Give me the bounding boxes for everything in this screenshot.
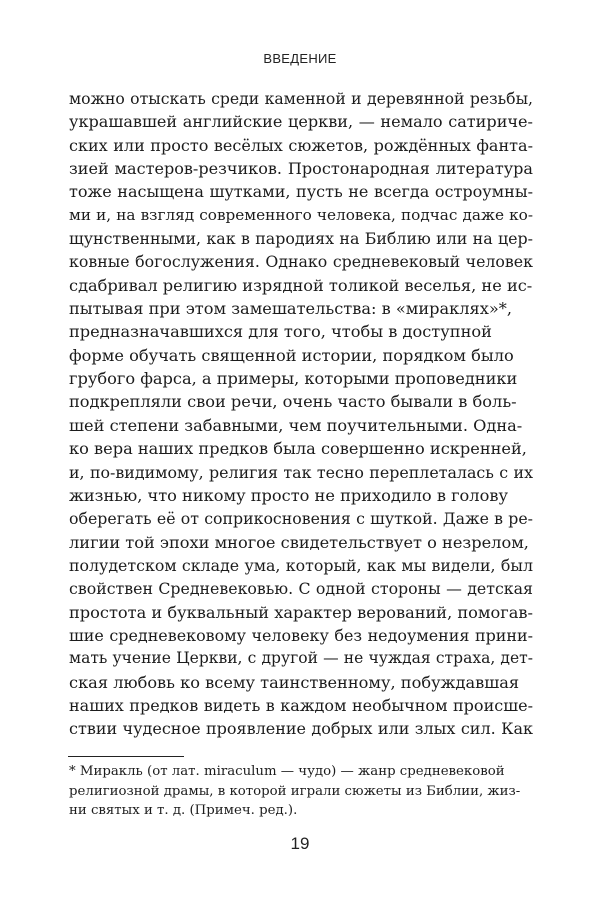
text-line: жизнью, что никому просто не приходило в голову bbox=[69, 485, 508, 505]
text-line: и, по-видимому, религия так тесно переплеталась с их bbox=[69, 462, 533, 482]
text-line: простота и буквальный характер верований, помогав- bbox=[69, 602, 533, 622]
footnote-separator bbox=[68, 756, 184, 757]
text-line: ская любовь ко всему таинственному, побуждавшая bbox=[69, 672, 520, 692]
text-line: тоже насыщена шутками, пусть не всегда остроумны- bbox=[69, 182, 533, 202]
text-line: лигии той эпохи многое свидетельствует о незрелом, bbox=[69, 532, 529, 552]
footnote-line: ни святых и т. д. (Примеч. ред.). bbox=[69, 803, 298, 819]
text-line: форме обучать священной истории, порядком было bbox=[69, 345, 514, 365]
text-line: ских или просто весёлых сюжетов, рождённых фанта- bbox=[69, 135, 533, 155]
text-line: полудетском складе ума, который, как мы видели, был bbox=[69, 555, 533, 575]
text-line: ко вера наших предков была совершенно искренней, bbox=[69, 439, 527, 459]
text-line: пытывая при этом замешательства: в «мираклях»*, bbox=[69, 299, 513, 319]
text-line: наших предков видеть в каждом необычном происше- bbox=[69, 695, 533, 715]
text-line: ствии чудесное проявление добрых или злых сил. Как bbox=[69, 719, 533, 739]
footnote bbox=[69, 762, 533, 821]
text-line: предназначавшихся для того, чтобы в доступной bbox=[69, 322, 492, 342]
text-line: украшавшей английские церкви, — немало сатириче- bbox=[69, 112, 533, 132]
text-line: грубого фарса, а примеры, которыми проповедники bbox=[69, 369, 518, 389]
running-header: ВВЕДЕНИЕ bbox=[263, 51, 337, 66]
text-line: сдабривал религию изрядной толикой веселья, не ис- bbox=[69, 275, 533, 295]
text-line: оберегать её от соприкосновения с шуткой. Даже в ре- bbox=[69, 509, 533, 529]
text-line: ми и, на взгляд современного человека, подчас даже ко- bbox=[69, 205, 533, 224]
footnote-line: религиозной драмы, в которой играли сюжеты из Библии, жиз- bbox=[69, 783, 521, 799]
text-line: мать учение Церкви, с другой — не чуждая страха, дет- bbox=[69, 649, 533, 668]
page-number: 19 bbox=[290, 834, 310, 853]
text-line: шей степени забавными, чем поучительными. Одна- bbox=[69, 415, 523, 435]
text-line: щунственными, как в пародиях на Библию или на цер- bbox=[69, 229, 533, 249]
text-line: можно отыскать среди каменной и деревянной резьбы, bbox=[69, 89, 533, 108]
text-line: свойствен Средневековью. С одной стороны — детская bbox=[69, 579, 533, 599]
text-line: ковные богослужения. Однако средневековый человек bbox=[69, 252, 533, 272]
footnote-line: * Миракль (от лат. miraculum — чудо) — жанр средневековой bbox=[69, 764, 505, 779]
main-text bbox=[69, 87, 533, 741]
text-line: зией мастеров-резчиков. Простонародная литература bbox=[69, 159, 533, 179]
text-line: подкрепляли свои речи, очень часто бывали в боль- bbox=[69, 392, 517, 412]
text-line: шие средневековому человеку без недоумения прини- bbox=[69, 625, 533, 645]
